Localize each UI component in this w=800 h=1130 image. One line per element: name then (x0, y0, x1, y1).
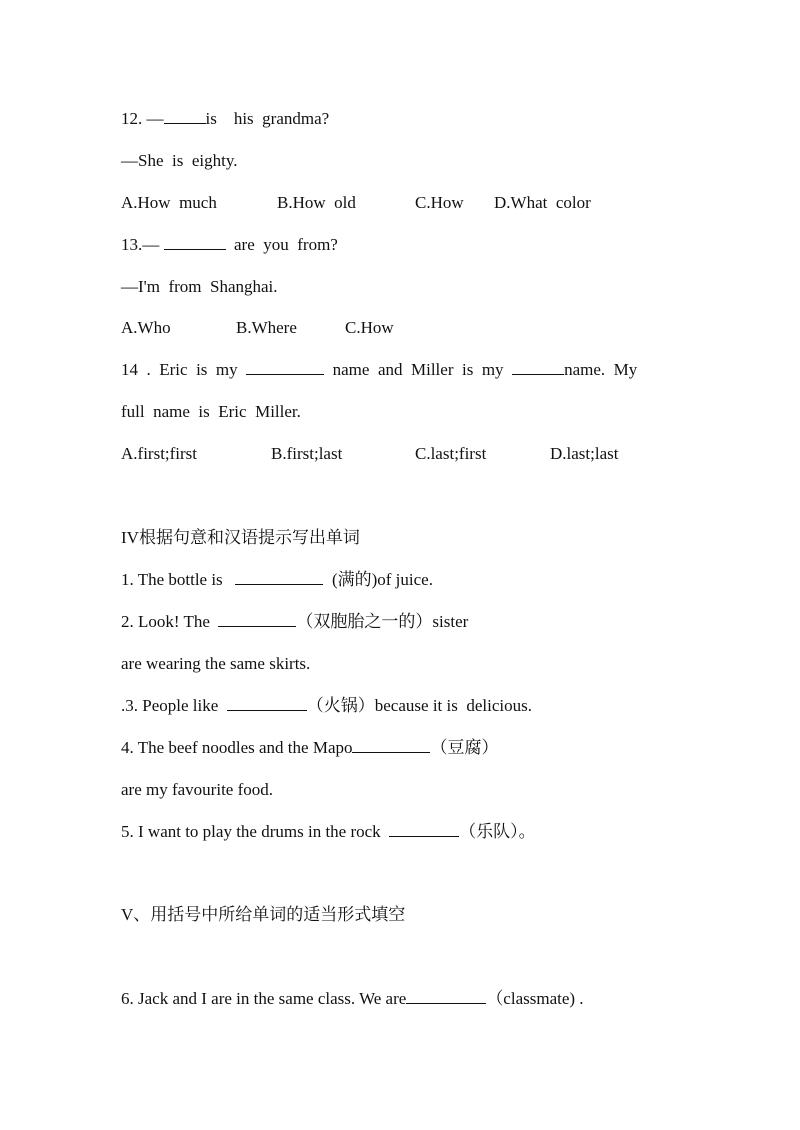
s4-item-4-pre: 4. The beef noodles and the Mapo (121, 738, 353, 757)
s4-item-3-pre: .3. People like (121, 696, 227, 715)
q14-option-b: B.first;last (271, 444, 343, 463)
q13-option-b: B.Where (236, 318, 297, 337)
s4-item-1-blank[interactable] (235, 570, 323, 585)
s4-item-1-post: (满的)of juice. (323, 570, 433, 589)
q14-line2: full name is Eric Miller. (121, 402, 301, 421)
q13-stem-prefix: 13.— (121, 235, 164, 254)
section4-title: IV根据句意和汉语提示写出单词 (121, 528, 360, 547)
s4-item-5-blank[interactable] (389, 822, 459, 837)
s4-item-4-post: （豆腐） (430, 738, 499, 757)
q13-option-c: C.How (345, 318, 394, 337)
q14-stem (121, 360, 637, 380)
q12-stem-suffix: is his grandma? (205, 109, 330, 128)
section5-title: V、用括号中所给单词的适当形式填空 (121, 905, 406, 924)
s4-item-4-blank[interactable] (352, 738, 430, 753)
q13-answer: —I'm from Shanghai. (121, 277, 278, 296)
q14-part3: name. My (564, 360, 638, 379)
q12-option-b: B.How old (277, 193, 356, 212)
q14-option-c: C.last;first (415, 444, 487, 463)
q14-part1: 14 . Eric is my (121, 360, 247, 379)
q12-option-d: D.What color (494, 193, 591, 212)
q12-option-a: A.How much (121, 193, 217, 212)
q14-blank-1[interactable] (246, 360, 324, 375)
s4-item-5-pre: 5. I want to play the drums in the rock (121, 822, 390, 841)
q13-stem (121, 235, 338, 255)
s5-item-6-post: （classmate) . (486, 989, 584, 1008)
s4-item-3-blank[interactable] (227, 696, 307, 711)
q14-blank-2[interactable] (512, 360, 564, 375)
s4-item-2-pre: 2. Look! The (121, 612, 219, 631)
s5-item-6-blank[interactable] (406, 989, 486, 1004)
s4-item-4 (121, 738, 498, 758)
q13-option-a: A.Who (121, 318, 171, 337)
q12-answer: —She is eighty. (121, 151, 238, 170)
s4-item-2-blank[interactable] (218, 612, 296, 627)
q12-stem (121, 109, 329, 129)
s4-item-2 (121, 612, 468, 632)
s4-item-1-pre: 1. The bottle is (121, 570, 236, 589)
s4-item-1 (121, 570, 433, 590)
s4-item-5 (121, 822, 536, 842)
q12-option-c: C.How (415, 193, 464, 212)
q12-stem-prefix: 12. — (121, 109, 164, 128)
s4-item-2-post: （双胞胎之一的）sister (296, 612, 469, 631)
s4-item-2-cont: are wearing the same skirts. (121, 654, 311, 673)
s4-item-3-post: （火锅）because it is delicious. (306, 696, 532, 715)
q14-option-d: D.last;last (550, 444, 619, 463)
s4-item-5-post: （乐队）。 (459, 822, 536, 841)
q14-option-a: A.first;first (121, 444, 198, 463)
s5-item-6 (121, 989, 584, 1009)
s5-item-6-pre: 6. Jack and I are in the same class. We are (121, 989, 407, 1008)
q14-part2: name and Miller is my (324, 360, 513, 379)
q12-blank[interactable] (164, 109, 206, 124)
s4-item-3 (121, 696, 532, 716)
s4-item-4-cont: are my favourite food. (121, 780, 273, 799)
q13-stem-suffix: are you from? (225, 235, 338, 254)
q13-blank[interactable] (164, 235, 226, 250)
